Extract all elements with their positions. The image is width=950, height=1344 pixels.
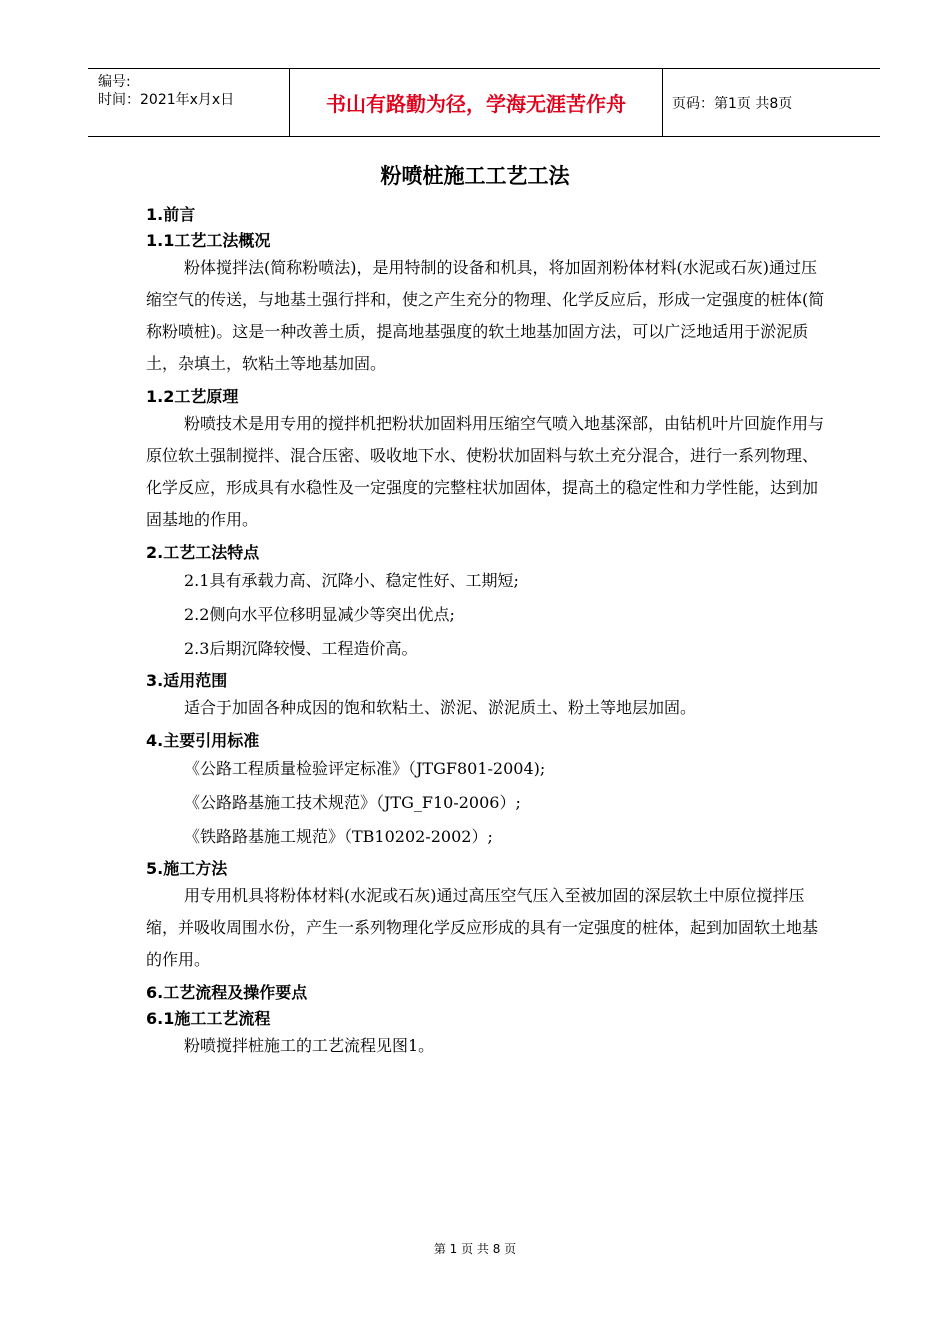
list-item: 《公路工程质量检验评定标准》（JTGF801-2004); — [184, 759, 546, 778]
list-item: 《公路路基施工技术规范》（JTG_F10-2006）; — [184, 793, 521, 812]
document-title: 粉喷桩施工工艺工法 — [380, 164, 570, 188]
heading-3: 3.适用范围 — [146, 671, 228, 690]
heading-6: 6.工艺流程及操作要点 — [146, 983, 308, 1002]
list-item: 2.3后期沉降较慢、工程造价高。 — [184, 639, 418, 658]
header-motto: 书山有路勤为径，学海无涯苦作舟 — [289, 69, 663, 136]
paragraph-5: 用专用机具将粉体材料(水泥或石灰)通过高压空气压入至被加固的深层软土中原位搅拌压缩，并吸收周围水份，产生一系列物理化学反应形成的具有一定强度的桩体，起到加固软土地基的作用。 — [146, 886, 819, 969]
heading-4: 4.主要引用标准 — [146, 731, 260, 750]
heading-1: 1.前言 — [146, 205, 196, 224]
list-item: 《铁路路基施工规范》（TB10202-2002）; — [184, 827, 493, 846]
heading-2: 2.工艺工法特点 — [146, 543, 260, 562]
page-header — [88, 68, 880, 137]
number-label: 编号: — [98, 74, 131, 90]
heading-6-1: 6.1施工工艺流程 — [146, 1009, 271, 1028]
paragraph-3: 适合于加固各种成因的饱和软粘土、淤泥、淤泥质土、粉土等地层加固。 — [184, 698, 697, 717]
paragraph-1-1: 粉体搅拌法(简称粉喷法)，是用特制的设备和机具，将加固剂粉体材料(水泥或石灰)通过压缩空气的传送，与地基土强行拌和，使之产生充分的物理、化学反应后，形成一定强度的桩体(简称粉喷桩)。这是一种改善土质，提高地基强度的软土地基加固方法，可以广泛地适用于淤泥质土，杂填土，软粘土等地基加固。 — [146, 258, 825, 373]
list-item: 2.1具有承载力高、沉降小、稳定性好、工期短; — [184, 571, 519, 590]
heading-1-1: 1.1工艺工法概况 — [146, 231, 271, 250]
paragraph-6-1: 粉喷搅拌桩施工的工艺流程见图1。 — [184, 1036, 435, 1055]
header-meta — [98, 73, 288, 109]
page-footer: 第 1 页 共 8 页 — [433, 1242, 517, 1256]
paragraph-1-2: 粉喷技术是用专用的搅拌机把粉状加固料用压缩空气喷入地基深部，由钻机叶片回旋作用与原位软土强制搅拌、混合压密、吸收地下水、使粉状加固料与软土充分混合，进行一系列物理、化学反应，形成具有水稳性及一定强度的完整柱状加固体，提高土的稳定性和力学性能，达到加固基地的作用。 — [146, 414, 825, 529]
list-item: 2.2侧向水平位移明显减少等突出优点; — [184, 605, 455, 624]
page-info: 页码：第1页 共8页 — [672, 96, 793, 112]
heading-1-2: 1.2工艺原理 — [146, 387, 239, 406]
heading-5: 5.施工方法 — [146, 859, 228, 878]
document-body — [146, 204, 826, 1062]
time-label: 时间：2021年x月x日 — [98, 92, 235, 108]
